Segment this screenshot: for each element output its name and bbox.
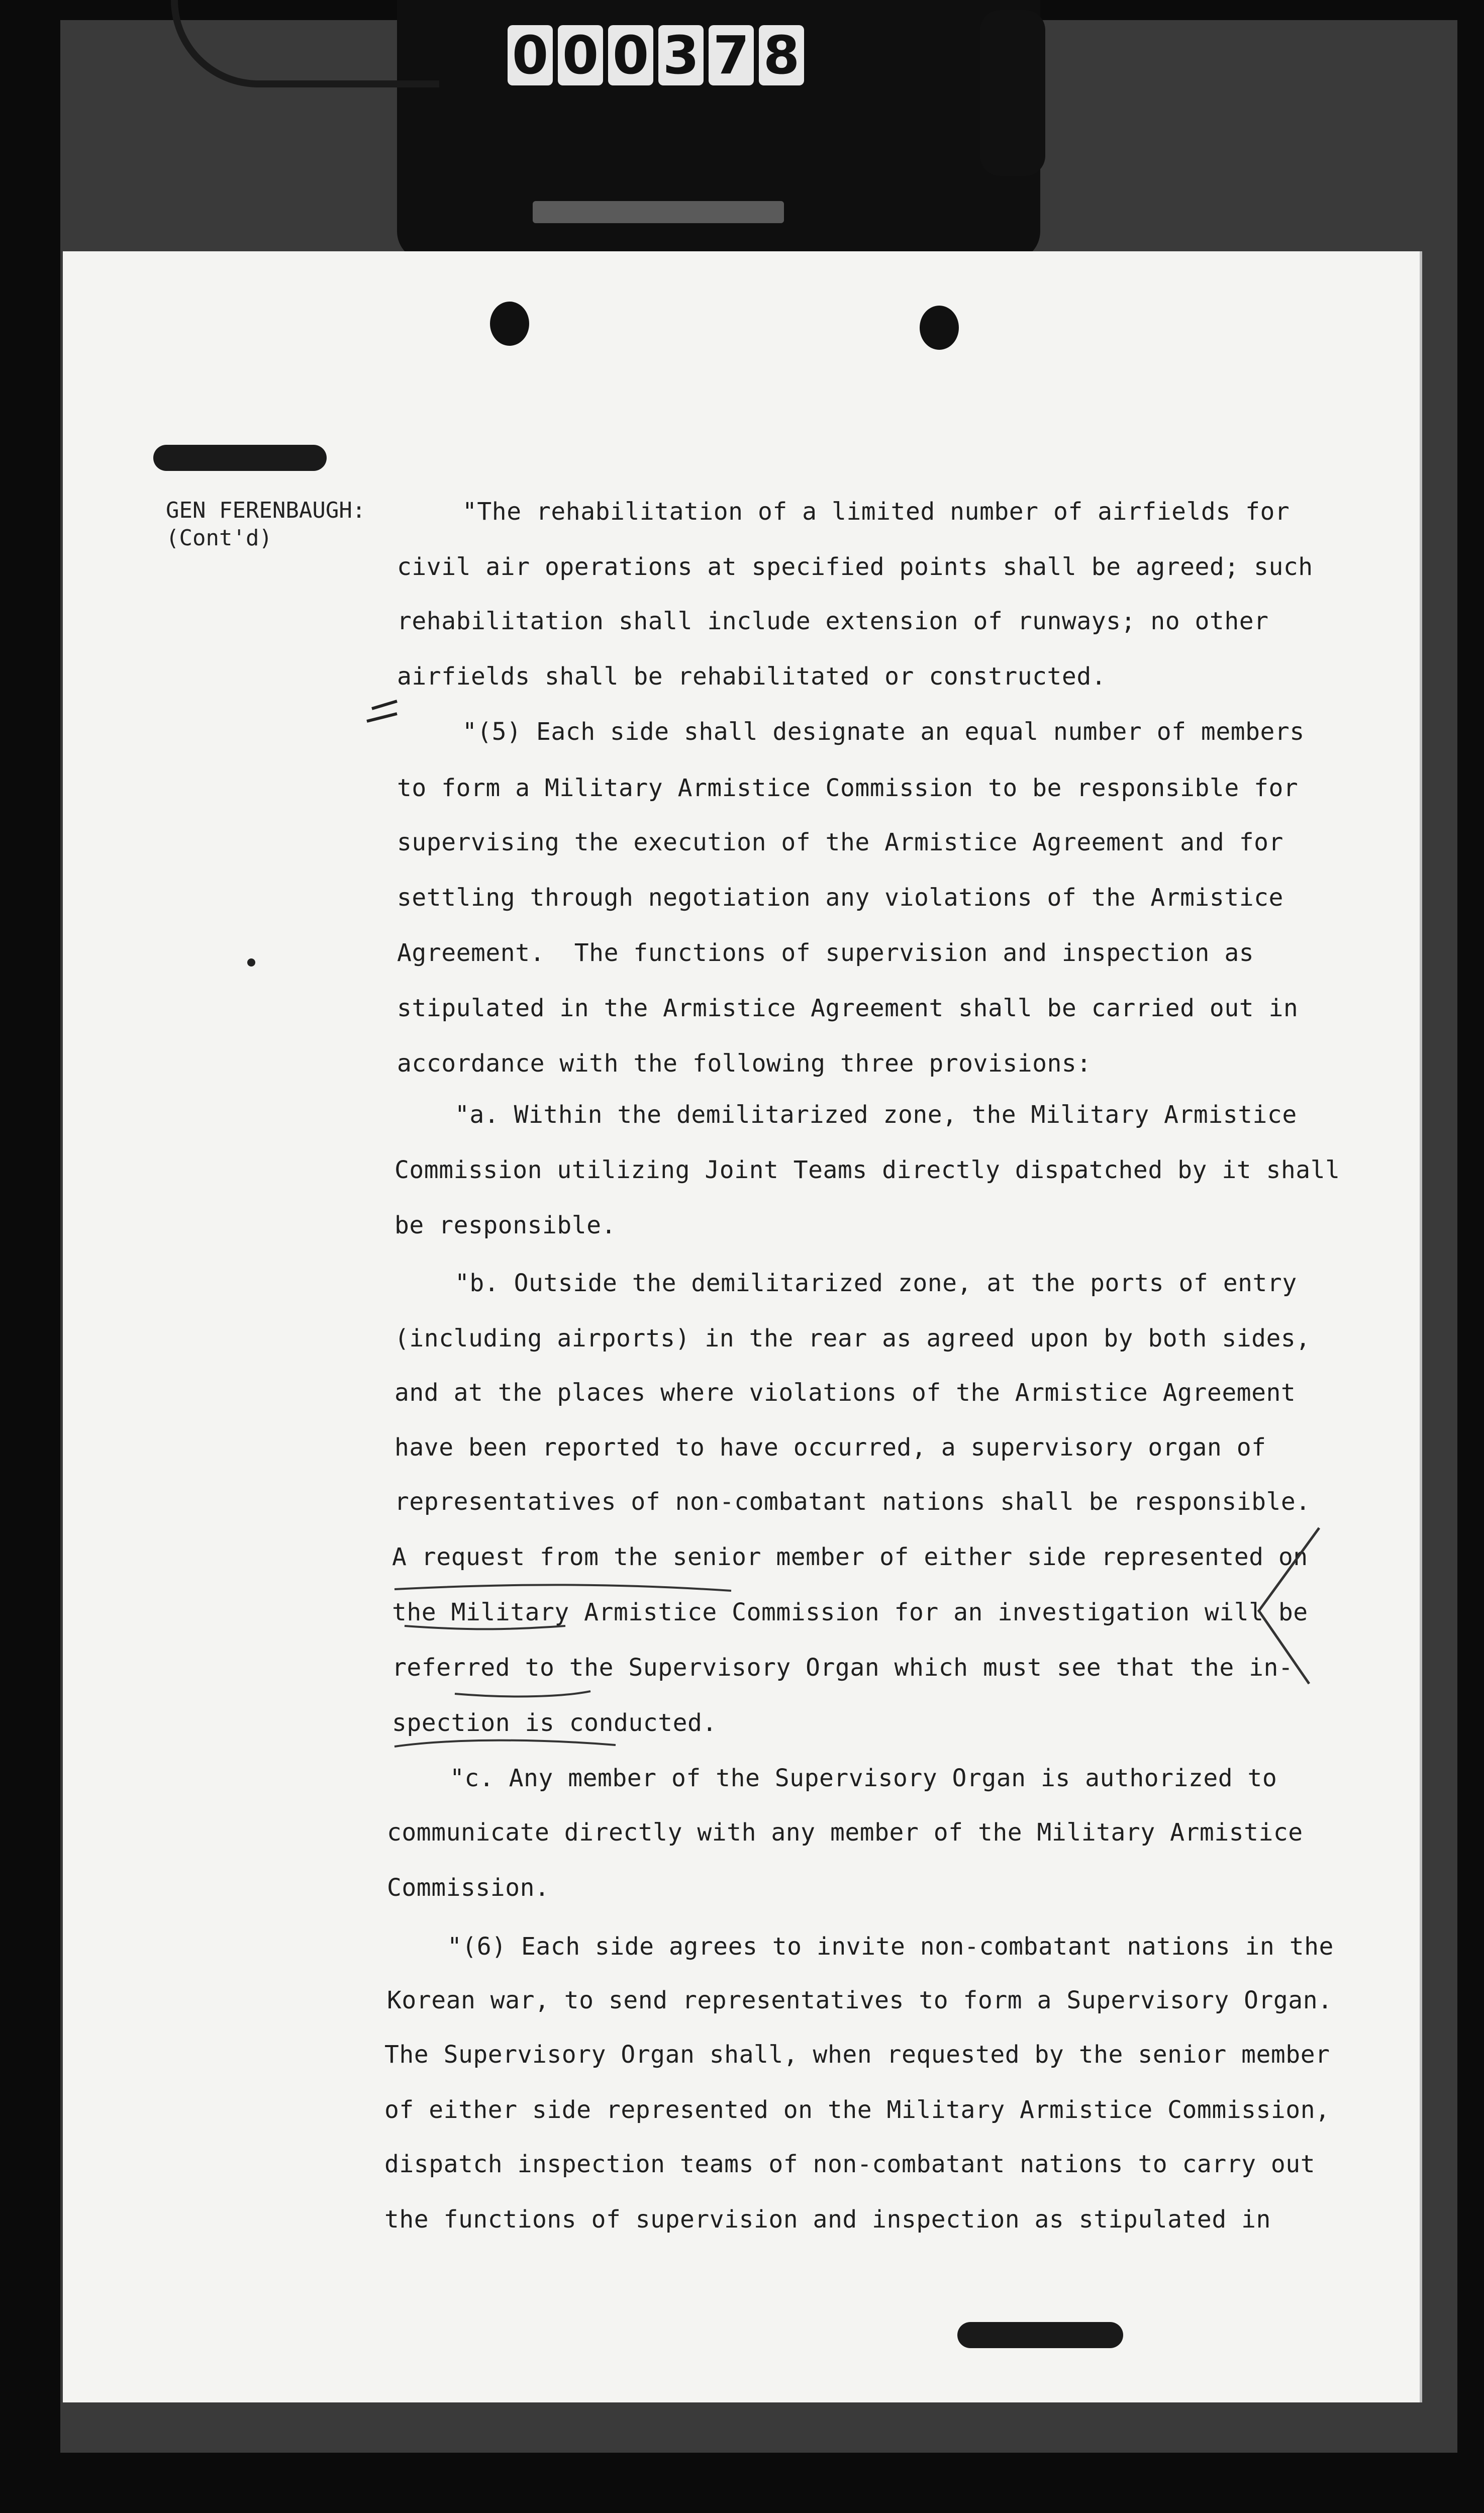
counter-digit: 7 [709, 25, 754, 85]
counter-digit: 0 [508, 25, 553, 85]
ink-underline [394, 1741, 616, 1747]
ink-underline [455, 1691, 590, 1696]
ink-underline [394, 1585, 731, 1591]
document-line: rehabilitation shall include extension of runways; no other [397, 607, 1269, 635]
document-line: "(5) Each side shall designate an equal number of members [462, 718, 1305, 746]
document-line: "(6) Each side agrees to invite non-combatant nations in the [447, 1932, 1334, 1961]
ink-tick-mark [367, 701, 397, 721]
document-line: accordance with the following three provisions: [397, 1049, 1092, 1078]
document-line: civil air operations at specified points shall be agreed; such [397, 553, 1313, 581]
document-page [63, 251, 1420, 2402]
document-line: stipulated in the Armistice Agreement shall be carried out in [397, 994, 1299, 1022]
document-line: the functions of supervision and inspection as stipulated in [384, 2205, 1271, 2234]
document-line: spection is conducted. [392, 1709, 717, 1737]
document-line: airfields shall be rehabilitated or constructed. [397, 662, 1107, 691]
document-line: Commission utilizing Joint Teams directly dispatched by it shall [394, 1156, 1340, 1184]
counter-knob [980, 10, 1045, 176]
document-line: supervising the execution of the Armistice Agreement and for [397, 828, 1283, 856]
document-line: the Military Armistice Commission for an investigation will be [392, 1598, 1308, 1626]
document-line: Agreement. The functions of supervision and inspection as [397, 939, 1254, 967]
document-line: communicate directly with any member of the Military Armistice [387, 1818, 1303, 1847]
document-line: "b. Outside the demilitarized zone, at the ports of entry [455, 1269, 1297, 1297]
document-line: of either side represented on the Military Armistice Commission, [384, 2096, 1330, 2124]
counter-plate [533, 201, 784, 223]
document-line: Commission. [387, 1874, 550, 1902]
document-line: to form a Military Armistice Commission to be responsible for [397, 774, 1299, 802]
document-line: "c. Any member of the Supervisory Organ is authorized to [450, 1764, 1277, 1792]
document-line: (including airports) in the rear as agreed upon by both sides, [394, 1324, 1311, 1352]
document-line: The Supervisory Organ shall, when requested by the senior member [384, 2041, 1330, 2069]
document-line: referred to the Supervisory Organ which must see that the in- [392, 1654, 1294, 1682]
document-line: "a. Within the demilitarized zone, the Military Armistice [455, 1101, 1297, 1129]
speaker-name: GEN FERENBAUGH: [166, 498, 366, 523]
document-line: settling through negotiation any violations of the Armistice [397, 884, 1283, 912]
counter-digit: 3 [658, 25, 704, 85]
document-line: dispatch inspection teams of non-combatant nations to carry out [384, 2150, 1316, 2178]
document-line: "The rehabilitation of a limited number of airfields for [462, 498, 1290, 526]
continuation-label: (Cont'd) [166, 525, 272, 551]
document-line: representatives of non-combatant nations shall be responsible. [394, 1488, 1311, 1516]
counter-digit: 0 [558, 25, 603, 85]
document-line: Korean war, to send representatives to form a Supervisory Organ. [387, 1986, 1333, 2014]
frame-counter [508, 25, 804, 85]
handwritten-marks [63, 251, 1420, 2402]
counter-digit: 0 [608, 25, 653, 85]
document-line: and at the places where violations of the Armistice Agreement [394, 1379, 1296, 1407]
counter-digit: 8 [759, 25, 804, 85]
ink-margin-bracket [1259, 1528, 1319, 1684]
document-line: A request from the senior member of either side represented on [392, 1543, 1308, 1571]
ink-underline [405, 1626, 565, 1629]
ink-speck [247, 958, 255, 966]
document-line: be responsible. [394, 1211, 616, 1239]
document-line: have been reported to have occurred, a supervisory organ of [394, 1433, 1266, 1462]
